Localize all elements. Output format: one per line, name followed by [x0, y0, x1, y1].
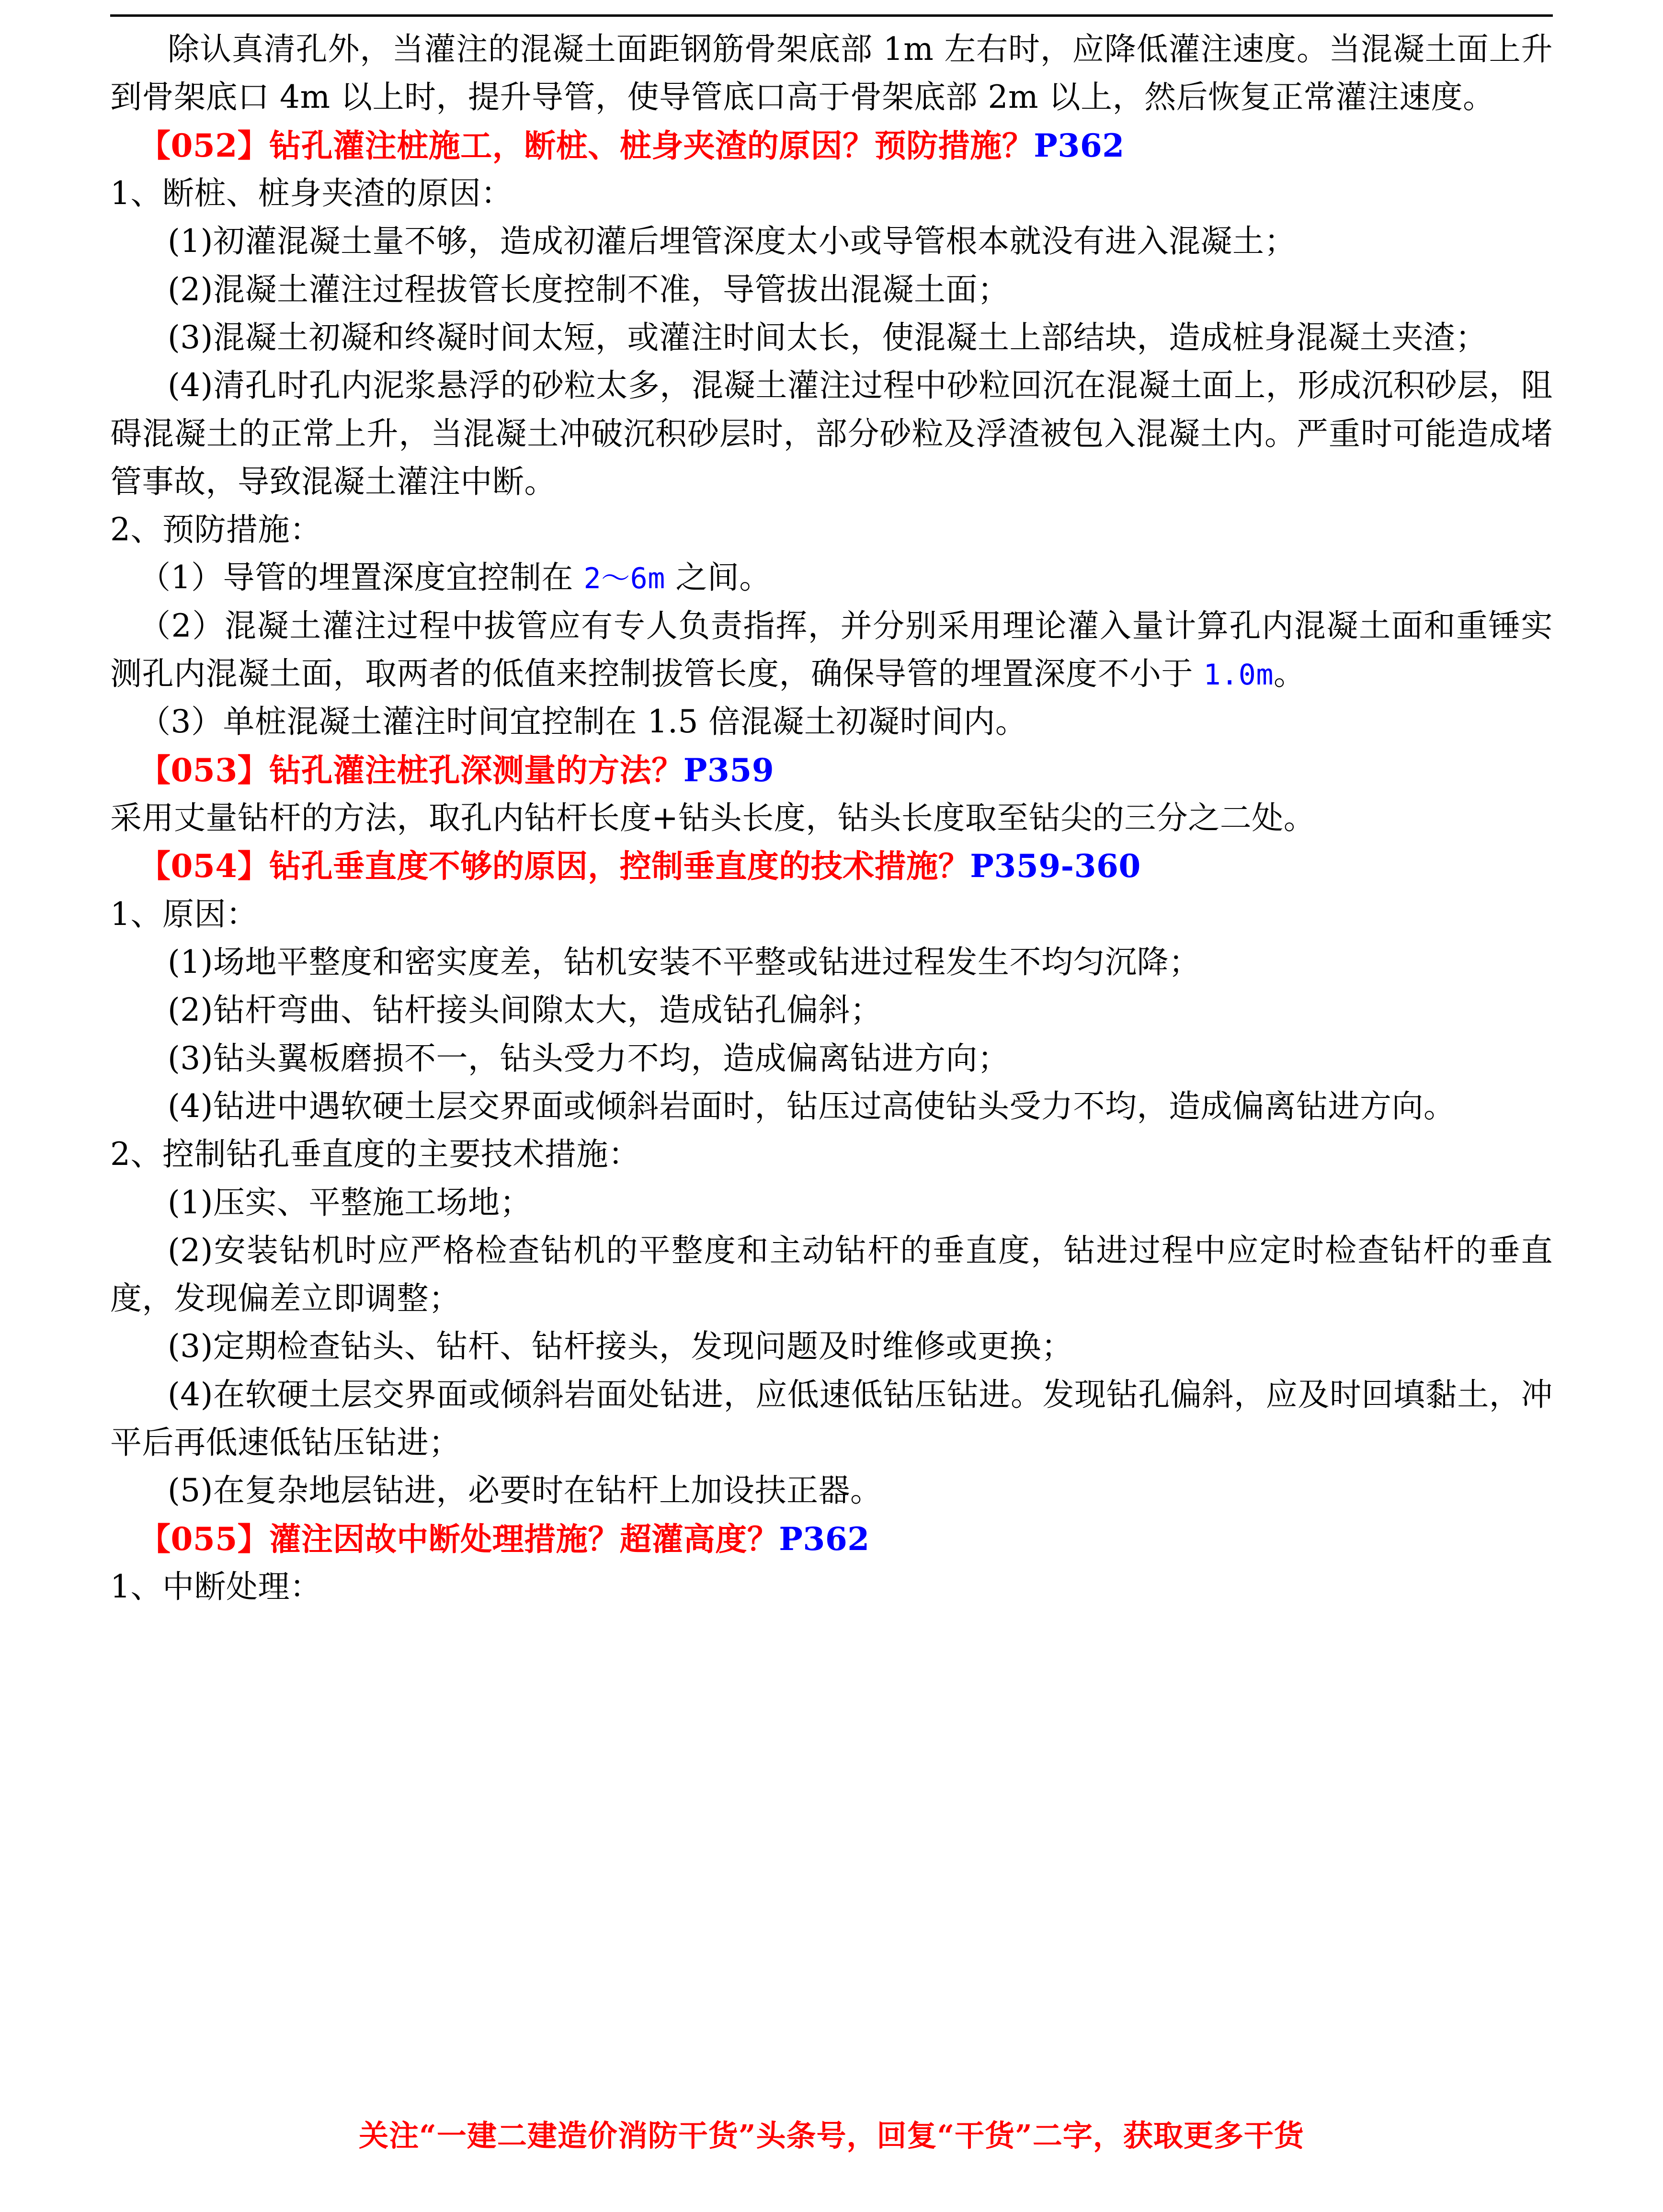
page-top-rule [110, 14, 1553, 17]
paragraph-054-cause-4: (4)钻进中遇软硬土层交界面或倾斜岩面时，钻压过高使钻头受力不均，造成偏离钻进方向。 [168, 1087, 1456, 1125]
measure-2-after: 。 [1273, 655, 1306, 693]
question-text-054: 【054】钻孔垂直度不够的原因，控制垂直度的技术措施？ [139, 847, 970, 885]
paragraph-054-measure-3: (3)定期检查钻头、钻杆、钻杆接头，发现问题及时维修或更换； [168, 1328, 1073, 1365]
measure-2-highlight: 1.0m [1203, 658, 1274, 692]
paragraph-052-measure-1 [110, 554, 1553, 602]
paragraph-054-cause-2: (2)钻杆弯曲、钻杆接头间隙太大，造成钻孔偏斜； [168, 992, 882, 1029]
page-footer: 关注“一建二建造价消防干货”头条号，回复“干货”二字，获取更多干货 [359, 2118, 1304, 2153]
question-text-053: 【053】钻孔灌注桩孔深测量的方法？ [139, 751, 683, 789]
paragraph-054-measure-4: (4)在软硬土层交界面或倾斜岩面处钻进，应低速低钻压钻进。发现钻孔偏斜，应及时回填黏土，冲平后再低速低钻压钻进； [110, 1376, 1553, 1461]
paragraph-054-measure-5: (5)在复杂地层钻进，必要时在钻杆上加设扶正器。 [168, 1472, 882, 1509]
question-heading-052 [110, 122, 1553, 170]
document-body [110, 25, 1553, 1611]
paragraph-052-cause-3: (3)混凝土初凝和终凝时间太短，或灌注时间太长，使混凝土上部结块，造成桩身混凝土夹渣； [168, 319, 1487, 356]
paragraph-054-cause-1: (1)场地平整度和密实度差，钻机安装不平整或钻进过程发生不均匀沉降； [168, 943, 1201, 981]
measure-2-before: （2）混凝土灌注过程中拔管应有专人负责指挥，并分别采用理论灌入量计算孔内混凝土面和重锤实测孔内混凝土面，取两者的低值来控制拔管长度，确保导管的埋置深度不小于 [110, 607, 1553, 693]
page-ref-054: P359-360 [970, 847, 1141, 885]
measure-1-after: 之间。 [665, 559, 771, 596]
paragraph-052-measure-heading: 2、预防措施： [110, 511, 322, 548]
measure-1-before: （1）导管的埋置深度宜控制在 [139, 559, 584, 596]
question-heading-053 [110, 746, 1553, 794]
paragraph-052-cause-1: (1)初灌混凝土量不够，造成初灌后埋管深度太小或导管根本就没有进入混凝土； [168, 223, 1296, 260]
paragraph-052-measure-3: （3）单桩混凝土灌注时间宜控制在 1.5 倍混凝土初凝时间内。 [139, 703, 1027, 741]
page-ref-055: P362 [779, 1520, 870, 1558]
question-heading-055 [110, 1515, 1553, 1563]
paragraph-054-measure-heading: 2、控制钻孔垂直度的主要技术措施： [110, 1136, 640, 1173]
paragraph-054-measure-2: (2)安装钻机时应严格检查钻机的平整度和主动钻杆的垂直度，钻进过程中应定时检查钻杆的垂直度，发现偏差立即调整； [110, 1231, 1553, 1317]
question-heading-054 [110, 842, 1553, 890]
measure-1-highlight: 2～6m [583, 562, 665, 596]
paragraph-052-measure-2 [110, 602, 1553, 698]
paragraph-intro: 除认真清孔外，当灌注的混凝土面距钢筋骨架底部 1m 左右时，应降低灌注速度。当混凝土面上升到骨架底口 4m 以上时，提升导管，使导管底口高于骨架底部 2m 以上，然后恢复正常灌注速度。 [110, 31, 1553, 116]
paragraph-052-cause-heading: 1、断桩、桩身夹渣的原因： [110, 174, 513, 212]
paragraph-055-heading: 1、中断处理： [110, 1568, 322, 1605]
paragraph-052-cause-2: (2)混凝土灌注过程拔管长度控制不准，导管拔出混凝土面； [168, 271, 1010, 308]
paragraph-054-cause-heading: 1、原因： [110, 895, 258, 933]
page-ref-052: P362 [1034, 126, 1125, 164]
question-text-052: 【052】钻孔灌注桩施工，断桩、桩身夹渣的原因？预防措施？ [139, 126, 1034, 164]
paragraph-052-cause-4: (4)清孔时孔内泥浆悬浮的砂粒太多，混凝土灌注过程中砂粒回沉在混凝土面上，形成沉积砂层，阻碍混凝土的正常上升，当混凝土冲破沉积砂层时，部分砂粒及浮渣被包入混凝土内。严重时可能造成堵管事故，导致混凝土灌注中断。 [110, 367, 1553, 500]
paragraph-054-measure-1: (1)压实、平整施工场地； [168, 1184, 532, 1221]
page-ref-053: P359 [683, 751, 775, 789]
paragraph-053-answer: 采用丈量钻杆的方法，取孔内钻杆长度+钻头长度，钻头长度取至钻尖的三分之二处。 [110, 799, 1316, 836]
question-text-055: 【055】灌注因故中断处理措施？超灌高度？ [139, 1520, 779, 1558]
paragraph-054-cause-3: (3)钻头翼板磨损不一，钻头受力不均，造成偏离钻进方向； [168, 1039, 1010, 1077]
